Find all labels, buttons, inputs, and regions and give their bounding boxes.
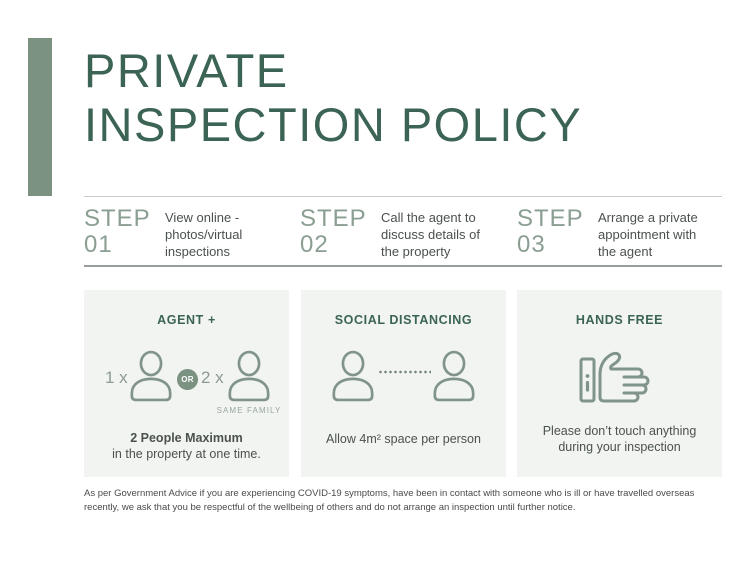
distance-dotted-line [378,370,431,374]
hands-caption-line1: Please don’t touch anything [542,424,697,438]
one-x-label: 1 x [105,368,128,387]
step-1-label [84,206,151,258]
two-x-label: 2 x [201,368,224,387]
card-distancing-heading: SOCIAL DISTANCING [334,313,473,327]
card-agent-caption [84,430,289,462]
title-line-1: PRIVATE [84,44,289,97]
agent-caption-bold: 2 People Maximum [130,431,243,445]
step-2-word: STEP [300,205,367,232]
steps-section [84,196,722,267]
card-hands-heading: HANDS FREE [575,313,664,327]
person-icon [330,350,376,402]
step-3-word: STEP [517,205,584,232]
government-advice-note: As per Government Advice if you are experiencing COVID-19 symptoms, have been in contact with someone who is ill or have travelled overseas recently, we ask that you be respectful of the wellbeing of others and do not arrange an inspection until further notice. [84,488,695,513]
step-3-description: Arrange a private appointment with the agent [598,210,698,259]
card-social-distancing [301,290,506,477]
card-agent [84,290,289,477]
step-2-label [300,206,367,258]
same-family-label: SAME FAMILY [216,406,282,415]
person-icon [431,350,477,402]
card-hands-caption [517,423,722,455]
card-agent-heading: AGENT + [157,313,216,327]
hands-caption-line2: during your inspection [558,440,681,454]
step-3-label [517,206,584,258]
hand-icon [578,344,662,408]
title-line-2: INSPECTION POLICY [84,98,583,151]
card-hands-free [517,290,722,477]
step-2-description: Call the agent to discuss details of the property [381,210,480,259]
step-2-number: 02 [300,231,329,258]
step-3-number: 03 [517,231,546,258]
step-1-word: STEP [84,205,151,232]
step-1-description: View online - photos/virtual inspections [165,210,243,259]
card-distancing-caption: Allow 4m² space per person [326,432,481,446]
person-icon [226,350,272,402]
page-title [84,44,582,152]
agent-caption-rest: in the property at one time. [112,447,261,461]
accent-bar [28,38,52,196]
step-1-number: 01 [84,231,113,258]
or-badge: OR [177,369,198,390]
person-icon [128,350,174,402]
